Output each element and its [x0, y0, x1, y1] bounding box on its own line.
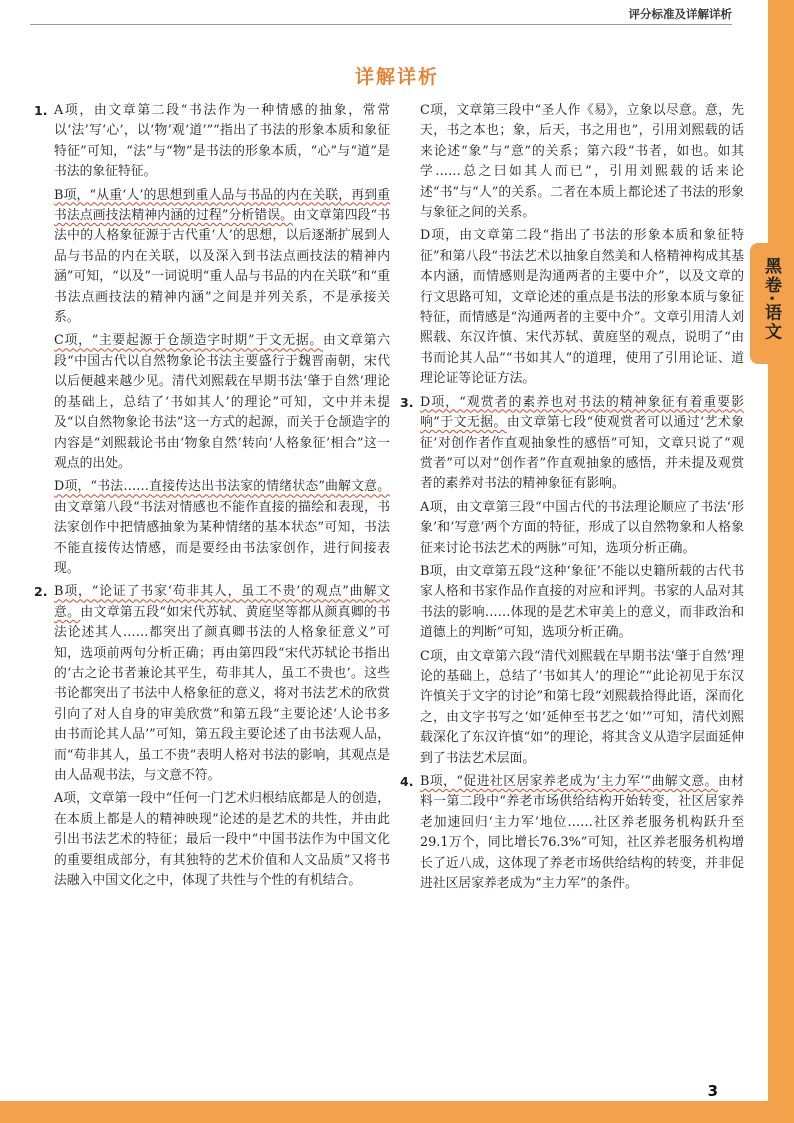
error-highlight: B项，“促进社区居家养老成为‘主力军’”曲解文意。: [420, 774, 718, 789]
question-number: 2.: [34, 584, 48, 600]
explanation-text: 由材料一第二段中“养老市场供给结构开始转变，社区居家养老加速回归‘主力军’地位……社区养老服务机构跃升至29.1万个，同比增长76.3%”可知，社区养老服务机构增长了近八成，这体现了养老市场供给结构的转变，并非促进社区居家养老成为“主力军”的条件。: [420, 774, 745, 892]
question-2: [34, 582, 390, 891]
option-a-explanation: A项，文章第一段中“任何一门艺术归根结底都是人的创造，在本质上都是人的精神映现”论述的是艺术的共性，并由此引出书法艺术的特征；最后一段中“中国书法作为中国文化的重要组成部分，有其独特的艺术价值和人文品质”又将书法融入中国文化之中，体现了共性与个性的有机结合。: [54, 791, 390, 889]
option-c-explanation: C项，文章第三段中“圣人作《易》，立象以尽意。意，先天，书之本也；象，后天，书之用也”，引用刘熙载的话来论述“象”与“意”的关系；第六段“书者，如也。如其学……总之曰如其人而已”，引用刘熙载的话来论述“书”与“人”的关系。二者在本质上都论述了书法的形象与象征之间的关系。: [420, 103, 744, 221]
question-number: 1.: [34, 103, 48, 118]
option-c-explanation: [54, 331, 390, 474]
left-column: [34, 101, 391, 894]
question-number: 4.: [400, 774, 414, 789]
side-color-bar: [768, 0, 794, 1123]
explanation-text: 由文章第六段“中国古代以自然物象论书法主要盛行于魏晋南朝，宋代以后便越来越少见。清代刘熙载在早期书法‘肇于自然’理论的基础上，总结了‘书如其人’的理论”可知，文中并未提及“以自然物象论书法”这一方式的起源，而关于仓颉造字的内容是“刘熙载论书由‘物象自然’转向‘人格象征’相合”这一观点的出处。: [54, 333, 390, 471]
page-header: [0, 0, 794, 24]
option-a-explanation: A项，由文章第三段“中国古代的书法理论顺应了书法‘形象’和‘写意’两个方面的特征，形成了以自然物象和人格象征来讨论书法艺术的两脉”可知，选项分析正确。: [420, 499, 744, 556]
option-d-explanation: D项，由文章第二段“指出了书法的形象本质和象征特征”和第八段“书法艺术以抽象自然美和人格精神构成其基本内涵，而情感则是沟通两者的主要中介”，以及文章的行文思路可知，文章论述的重点是书法的形象本质与象征特征，而情感是“沟通两者的主要中介”。文章引用清人刘熙载、东汉许慎、宋代苏轼、黄庭坚的观点，说明了“由书而论其人品”“书如其人”的道理，使用了引用论证、道理论证等论证方法。: [420, 228, 744, 387]
option-d-explanation: [420, 393, 744, 495]
question-3: [400, 393, 744, 769]
error-highlight: B项，“从重‘人’的思想到重人品与书品的内在关联，再到重书法点画技法精神内涵的过程”分析错误。: [54, 187, 390, 224]
question-4: [400, 772, 745, 894]
explanation-text: 由文章第四段“书法中的人格象征源于古代重‘人’的思想，以后逐渐扩展到人品与书品的内在关联，以及深入到书法点画技法的精神内涵”可知，“以及”一词说明“重人品与书品的内在关联”和“重书法点画技法的精神内涵”之间是并列关系，不是承接关系。: [54, 208, 391, 326]
right-column: [400, 101, 745, 897]
option-b-explanation: [54, 186, 390, 329]
option-a-explanation: A项，由文章第二段“书法作为一种情感的抽象，常常以‘法’写‘心’，以‘物’观‘道’”“指出了书法的形象本质和象征特征”可知，“法”与“物”是书法的形象本质，“心”与“道”是书法的象征特征。: [54, 103, 390, 180]
question-number: 3.: [400, 394, 414, 410]
error-highlight: C项，“主要起源于仓颉造字时期”于文无据。: [54, 333, 323, 349]
option-b-explanation: B项，由文章第五段“这种‘象征’不能以史籍所载的古代书家人格和书家作品作直接的对应和评判。书家的人品对其书法的影响……体现的是艺术审美上的意义，而非政治和道德上的判断”可知，选项分析正确。: [420, 563, 744, 641]
error-highlight: B项，“论证了书家‘苟非其人，虽工不贵’的观点”曲解文意。: [54, 584, 390, 620]
question-1: [34, 101, 391, 579]
header-divider: [30, 24, 732, 25]
side-tab: [750, 243, 794, 364]
page-title: 详解详析: [354, 66, 439, 88]
header-text: 评分标准及详解详析: [628, 7, 732, 21]
option-d-explanation: [54, 477, 390, 579]
question-2-continued: [420, 101, 744, 390]
page-number: 3: [707, 1082, 718, 1100]
option-b-explanation: [420, 772, 744, 894]
bottom-color-bar: [0, 1101, 794, 1123]
error-highlight: D项，“观赏者的素养也对书法的精神象征有着重要影响”于文无据。: [420, 394, 744, 431]
option-c-explanation: C项，由文章第六段“清代刘熙载在早期书法‘肇于自然’理论的基础上，总结了‘书如其人’的理论”“此论初见于东汉许慎关于文字的讨论”和第七段“刘熙载拾得此语，深而化之，由文字书写之‘如’延伸至书艺之‘如’”可知，清代刘熙载深化了东汉许慎“如”的理论，将其含义从造字层面延伸到了书法艺术层面。: [420, 648, 744, 766]
side-tab-label: 黑卷·语文: [761, 257, 781, 342]
error-highlight: D项，“书法……直接传达出书法家的情绪状态”曲解文意。: [54, 479, 390, 495]
option-b-explanation: [54, 582, 390, 786]
explanation-text: 由文章第五段“如宋代苏轼、黄庭坚等都从颜真卿的书法论述其人……都突出了颜真卿书法的人格象征意义”可知，选项前两句分析正确；再由第四段“宋代苏轼论书指出的‘古之论书者兼论其平生，苟非其人，虽工不贵也’。这些书论都突出了书法中人格象征的意义，将对书法艺术的欣赏引向了对人自身的审美欣赏”和第五段“主要论述‘人论书多由书而论其人品’”可知，第五段主要论述了由书法观人品，而“苟非其人，虽工不贵”表明人格对书法的影响，其观点是由人品观书法，与文意不符。: [54, 604, 390, 783]
explanation-text: 由文章第七段“使观赏者可以通过‘艺术象征’对创作者作直观抽象性的感悟”可知，文章只说了“观赏者”可以对“创作者”作直观抽象的感悟，并未提及观赏者的素养对书法的精神象征有影响。: [420, 415, 744, 492]
explanation-text: 由文章第八段“书法对情感也不能作直接的描绘和表现，书法家创作中把情感抽象为某种情绪的基本状态”可知，书法不能直接传达情感，而是要经由书法家创作，进行间接表现。: [54, 499, 390, 576]
